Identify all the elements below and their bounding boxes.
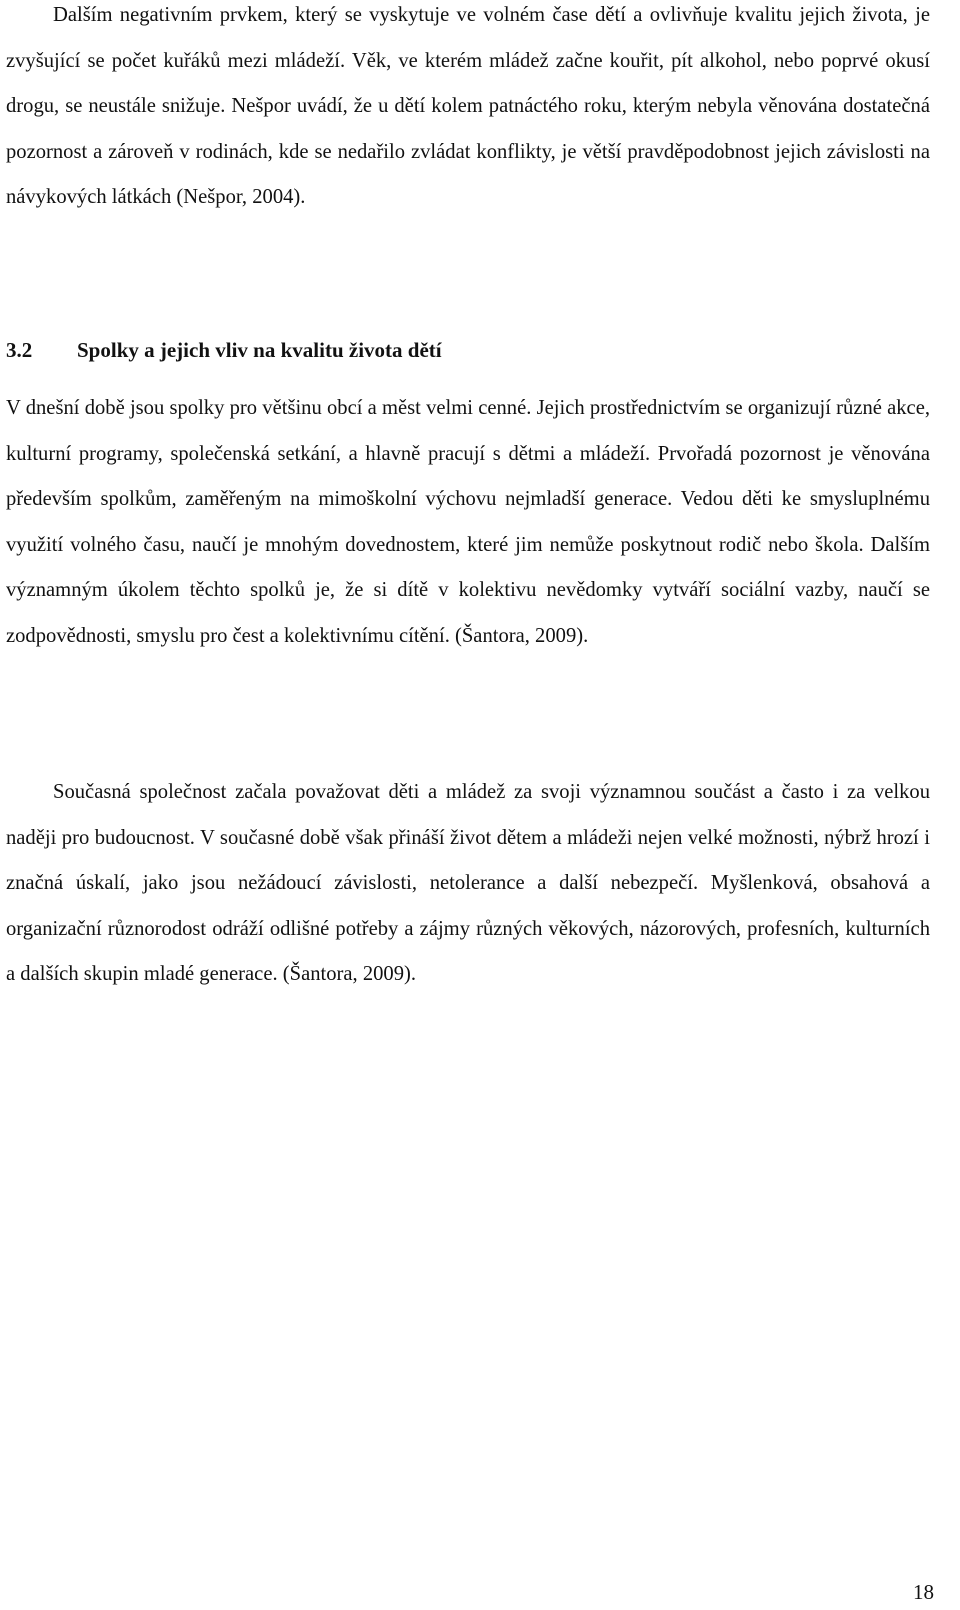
paragraph-associations: V dnešní době jsou spolky pro většinu obcí a měst velmi cenné. Jejich prostřednictvím se organizují různé akce, kulturní programy, společenská setkání, a hlavně pracují s dětmi a mládeží. Prvořadá pozornost je věnována především spolkům, zaměřeným na mimoškolní výchovu nejmladší generace. Vedou děti ke smysluplnému využití volného času, naučí je mnohým dovednostem, které jim nemůže poskytnout rodič nebo škola. Dalším významným úkolem těchto spolků je, že si dítě v kolektivu nevědomky vytváří sociální vazby, naučí se zodpovědnosti, smyslu pro čest a kolektivnímu cítění. (Šantora, 2009).	[6, 397, 930, 647]
section-heading	[6, 336, 442, 364]
page-number: 18	[913, 1580, 934, 1604]
section-title: Spolky a jejich vliv na kvalitu života dětí	[77, 338, 442, 362]
paragraph-society: Současná společnost začala považovat děti a mládež za svoji významnou součást a často i za velkou naději pro budoucnost. V současné době však přináší život dětem a mládeži nejen velké možnosti, nýbrž hrozí i značná úskalí, jako jsou nežádoucí závislosti, netolerance a další nebezpečí. Myšlenková, obsahová a organizační různorodost odráží odlišné potřeby a zájmy různých věkových, názorových, profesních, kulturních a dalších skupin mladé generace. (Šantora, 2009).	[6, 781, 930, 986]
section-number: 3.2	[6, 338, 33, 362]
paragraph-smoking-youth: Dalším negativním prvkem, který se vyskytuje ve volném čase dětí a ovlivňuje kvalitu jejich života, je zvyšující se počet kuřáků mezi mládeží. Věk, ve kterém mládež začne kouřit, pít alkohol, nebo poprvé okusí drogu, se neustále snižuje. Nešpor uvádí, že u dětí kolem patnáctého roku, kterým nebyla věnována dostatečná pozornost a zároveň v rodinách, kde se nedařilo zvládat konflikty, je větší pravděpodobnost jejich závislosti na návykových látkách (Nešpor, 2004).	[6, 4, 930, 209]
